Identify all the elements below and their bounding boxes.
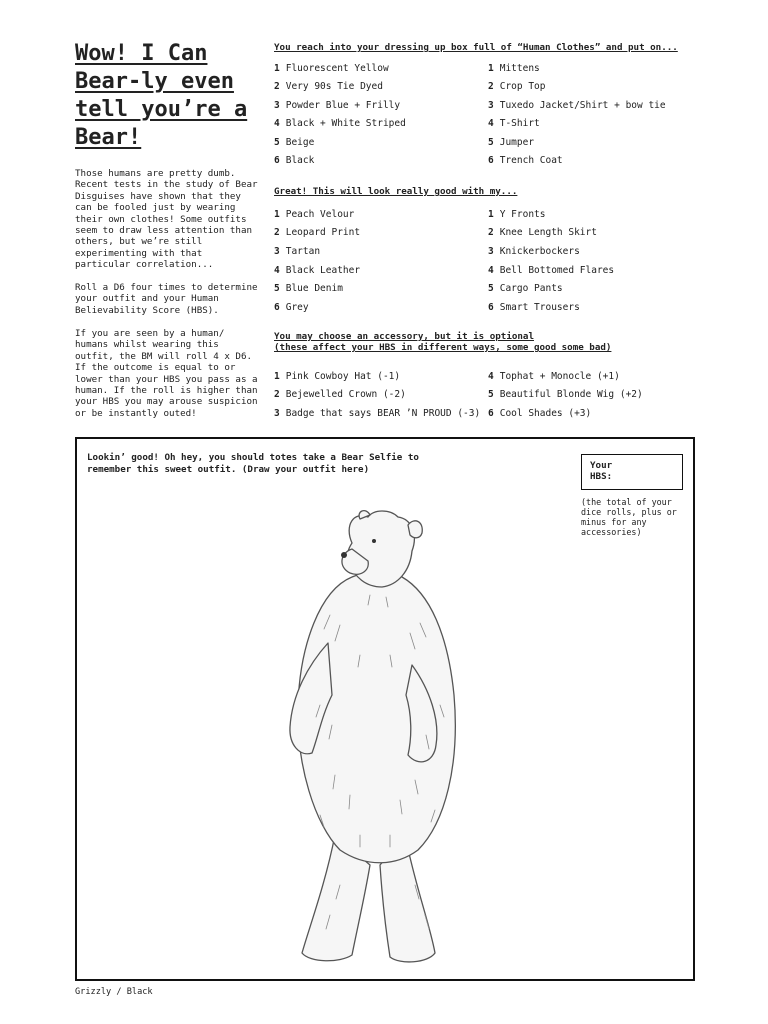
section2-col2-item: 4 Bell Bottomed Flares (488, 265, 615, 276)
section2-col1-item: 5 Blue Denim (274, 283, 343, 294)
section1-heading: You reach into your dressing up box full of “Human Clothes” and put on... (274, 42, 678, 53)
section1-col1-item: 6 Black (274, 155, 315, 166)
footer-caption: Grizzly / Black (75, 987, 153, 997)
section3-col2-item: 5 Beautiful Blonde Wig (+2) (488, 389, 643, 400)
standing-bear-illustration (240, 505, 540, 975)
section3-heading-line1: You may choose an accessory, but it is optional (274, 331, 534, 342)
section2-col1-item: 4 Black Leather (274, 265, 361, 276)
section2-col1-item: 6 Grey (274, 302, 309, 313)
section2-col1-item: 1 Peach Velour (274, 209, 355, 220)
section3-heading-line2: (these affect your HBS in different ways, some good some bad) (274, 342, 612, 353)
section3-col1-item: 2 Bejewelled Crown (-2) (274, 389, 406, 400)
section3-col1-item: 1 Pink Cowboy Hat (-1) (274, 371, 401, 382)
section1-col2-item: 6 Trench Coat (488, 155, 563, 166)
section1-col1-item: 5 Beige (274, 137, 315, 148)
section2-col2-item: 2 Knee Length Skirt (488, 227, 597, 238)
section1-col2-item: 2 Crop Top (488, 81, 546, 92)
hbs-label-line2: HBS: (590, 471, 613, 482)
hbs-input-box[interactable] (581, 454, 683, 490)
section2-col2-item: 5 Cargo Pants (488, 283, 563, 294)
section1-col1-item: 2 Very 90s Tie Dyed (274, 81, 383, 92)
section3-col1-item: 3 Badge that says BEAR ’N PROUD (-3) (274, 408, 481, 419)
section3-col2-item: 6 Cool Shades (+3) (488, 408, 592, 419)
hbs-label-line1: Your (590, 460, 613, 471)
section1-col1-item: 4 Black + White Striped (274, 118, 406, 129)
section1-col2-item: 4 T-Shirt (488, 118, 540, 129)
section1-col1-item: 1 Fluorescent Yellow (274, 63, 389, 74)
section2-col1-item: 2 Leopard Print (274, 227, 361, 238)
intro-paragraph-2: Roll a D6 four times to determine your outfit and your Human Believability Score (HBS). (75, 282, 258, 316)
section1-col2-item: 3 Tuxedo Jacket/Shirt + bow tie (488, 100, 666, 111)
section2-col2-item: 1 Y Fronts (488, 209, 546, 220)
intro-paragraph-1: Those humans are pretty dumb. Recent tests in the study of Bear Disguises have shown that they can be fooled just by wearing their own clothes! Some outfits seem to draw less attention than others, but we’re still experimenting with that particular correlation... (75, 168, 258, 271)
selfie-prompt: Lookin’ good! Oh hey, you should totes take a Bear Selfie to remember this sweet outfit. (Draw your outfit here) (87, 452, 419, 475)
intro-paragraph-3: If you are seen by a human/ humans whilst wearing this outfit, the BM will roll 4 x D6. If the outcome is equal to or lower than your HBS you pass as a human. If the roll is higher than your HBS you may arouse suspicion or be instantly outed! (75, 328, 258, 419)
section1-col2-item: 5 Jumper (488, 137, 535, 148)
hbs-note: (the total of your dice rolls, plus or minus for any accessories) (581, 497, 677, 537)
section3-col2-item: 4 Tophat + Monocle (+1) (488, 371, 620, 382)
section2-heading: Great! This will look really good with my... (274, 186, 518, 197)
section2-col2-item: 3 Knickerbockers (488, 246, 580, 257)
section1-col2-item: 1 Mittens (488, 63, 540, 74)
page-title: Wow! I Can Bear-ly even tell you’re a Bear! (75, 41, 248, 150)
section1-col1-item: 3 Powder Blue + Frilly (274, 100, 401, 111)
section2-col2-item: 6 Smart Trousers (488, 302, 580, 313)
section2-col1-item: 3 Tartan (274, 246, 321, 257)
